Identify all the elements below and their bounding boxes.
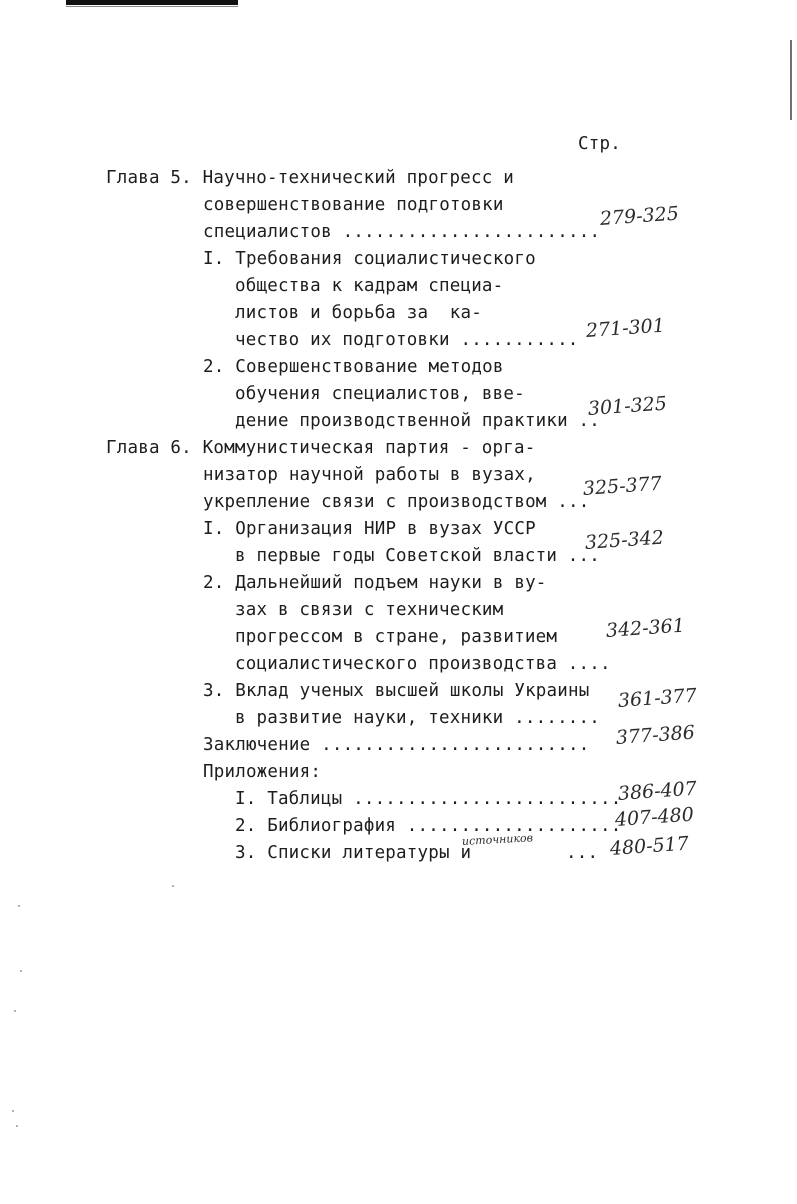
section-6-2-line2: зах в связи с техническим: [235, 600, 504, 620]
scan-speck: [18, 905, 20, 907]
handwritten-pages-literature: 480-517: [609, 832, 690, 860]
handwritten-insert-sources: источников: [461, 831, 534, 848]
appendix-tables: I. Таблицы .........................: [235, 789, 622, 809]
handwritten-pages-6-1: 325-342: [584, 526, 665, 554]
section-5-1-line2: общества к кадрам специа-: [235, 276, 504, 296]
handwritten-pages-5-1: 271-301: [585, 314, 666, 342]
appendix-literature-lists: 3. Списки литературы и: [235, 843, 472, 863]
handwritten-pages-6-2: 342-361: [605, 614, 686, 642]
handwritten-pages-ch5: 279-325: [599, 202, 680, 230]
page-column-header: Стр.: [578, 134, 621, 154]
section-6-3-title: 3. Вклад ученых высшей школы Украины: [203, 681, 590, 701]
handwritten-pages-bibliography: 407-480: [614, 803, 695, 831]
handwritten-pages-tables: 386-407: [617, 777, 698, 805]
appendix-literature-dots: ...: [566, 843, 599, 863]
chapter-5-title: Глава 5. Научно-технический прогресс и: [106, 168, 514, 188]
section-5-2-line3: дение производственной практики ..: [235, 411, 601, 431]
scan-speck: [12, 1110, 14, 1112]
section-6-2-title: 2. Дальнейший подъем науки в ву-: [203, 573, 547, 593]
handwritten-pages-5-2: 301-325: [587, 392, 668, 420]
section-5-2-title: 2. Совершенствование методов: [203, 357, 504, 377]
section-5-2-line2: обучения специалистов, вве-: [235, 384, 525, 404]
section-5-1-title: I. Требования социалистического: [203, 249, 536, 269]
section-5-1-line4: чество их подготовки ...........: [235, 330, 579, 350]
appendices-heading: Приложения:: [203, 762, 322, 782]
handwritten-pages-conclusion: 377-386: [615, 721, 696, 749]
section-6-1-line2: в первые годы Советской власти ...: [235, 546, 601, 566]
section-6-2-line4: социалистического производства ....: [235, 654, 611, 674]
scan-speck: [14, 1010, 16, 1012]
handwritten-pages-6-3: 361-377: [617, 684, 698, 712]
chapter-6-title: Глава 6. Коммунистическая партия - орга-: [106, 438, 536, 458]
scan-speck: [172, 885, 174, 887]
scan-speck: [16, 1125, 18, 1127]
section-6-2-line3: прогрессом в стране, развитием: [235, 627, 558, 647]
handwritten-pages-ch6: 325-377: [582, 472, 663, 500]
conclusion-entry: Заключение .........................: [203, 735, 590, 755]
scan-speck: [20, 970, 22, 972]
chapter-5-title-line3: специалистов ........................: [203, 222, 601, 242]
section-5-1-line3: листов и борьба за ка-: [235, 303, 482, 323]
appendix-bibliography: 2. Библиография ....................: [235, 816, 622, 836]
section-6-1-title: I. Организация НИР в вузах УССР: [203, 519, 536, 539]
chapter-6-title-line3: укрепление связи с производством ...: [203, 492, 590, 512]
chapter-5-title-line2: совершенствование подготовки: [203, 195, 504, 215]
chapter-6-title-line2: низатор научной работы в вузах,: [203, 465, 536, 485]
section-6-3-line2: в развитие науки, техники ........: [235, 708, 601, 728]
